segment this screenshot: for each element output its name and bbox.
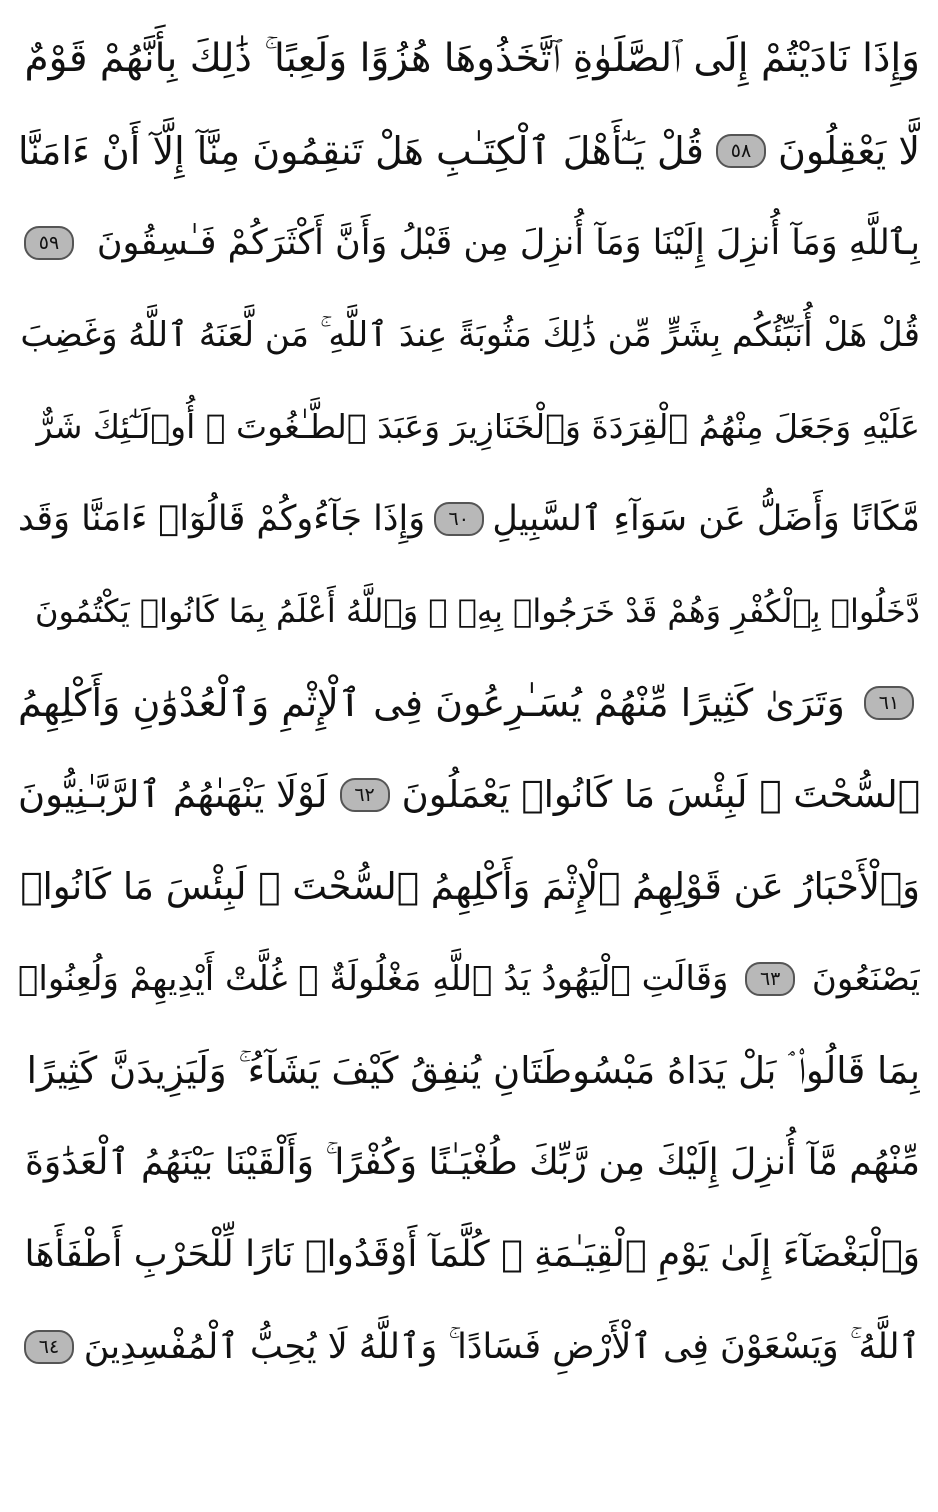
ayah-number-marker: ٦٠ xyxy=(434,502,484,536)
verse-line xyxy=(18,198,920,288)
verse-text: قُلْ يَـٰٓأَهْلَ ٱلْكِتَـٰبِ هَلْ تَنقِمُونَ مِنَّآ إِلَّآ أَنْ ءَامَنَّا xyxy=(18,129,704,173)
verse-line xyxy=(18,474,920,564)
verse-line xyxy=(18,750,920,840)
verse-text: وَقَالَتِ ٱلْيَهُودُ يَدُ ٱللَّهِ مَغْلُولَةٌ ۚ غُلَّتْ أَيْدِيهِمْ وَلُعِنُوا۟ xyxy=(18,959,729,999)
verse-line xyxy=(18,842,920,932)
verse-line xyxy=(18,290,920,380)
verse-text: وَٱلْأَحْبَارُ عَن قَوْلِهِمُ ٱلْإِثْمَ وَأَكْلِهِمُ ٱلسُّحْتَ ۚ لَبِئْسَ مَا كَانُوا۟ xyxy=(20,865,920,908)
verse-text: عَلَيْهِ وَجَعَلَ مِنْهُمُ ٱلْقِرَدَةَ وَٱلْخَنَازِيرَ وَعَبَدَ ٱلطَّـٰغُوتَ ۚ أُو۟لَـٰٓئِكَ شَرٌّ xyxy=(36,407,920,446)
verse-line xyxy=(18,658,920,748)
ayah-number-marker: ٥٩ xyxy=(24,226,74,260)
verse-line xyxy=(18,106,920,196)
verse-line xyxy=(18,934,920,1024)
ayah-number-marker: ٦١ xyxy=(864,686,914,720)
ayah-number-marker: ٦٤ xyxy=(24,1330,74,1364)
verse-text: ٱلسُّحْتَ ۚ لَبِئْسَ مَا كَانُوا۟ يَعْمَلُونَ xyxy=(401,773,920,816)
ayah-number-marker: ٦٢ xyxy=(340,778,390,812)
verse-line xyxy=(18,14,920,104)
ayah-number-marker: ٥٨ xyxy=(716,134,766,168)
verse-text: بِمَا قَالُوا۟ ۘ بَلْ يَدَاهُ مَبْسُوطَتَانِ يُنفِقُ كَيْفَ يَشَآءُ ۚ وَلَيَزِيدَنَّ كَثِيرًا xyxy=(26,1049,920,1092)
verse-text: بِٱللَّهِ وَمَآ أُنزِلَ إِلَيْنَا وَمَآ أُنزِلَ مِن قَبْلُ وَأَنَّ أَكْثَرَكُمْ فَـٰسِقُونَ xyxy=(96,223,920,263)
verse-text: مِّنْهُم مَّآ أُنزِلَ إِلَيْكَ مِن رَّبِّكَ طُغْيَـٰنًا وَكُفْرًا ۚ وَأَلْقَيْنَا بَيْنَهُمُ ٱلْعَدَٰوَةَ xyxy=(24,1142,920,1183)
verse-text: وَٱلْبَغْضَآءَ إِلَىٰ يَوْمِ ٱلْقِيَـٰمَةِ ۚ كُلَّمَآ أَوْقَدُوا۟ نَارًا لِّلْحَرْبِ أَطْفَأَهَا xyxy=(24,1234,920,1275)
verse-line xyxy=(18,1118,920,1208)
verse-line xyxy=(18,382,920,472)
verse-text: يَصْنَعُونَ xyxy=(811,959,920,999)
verse-line xyxy=(18,1026,920,1116)
ayah-number-marker: ٦٣ xyxy=(745,962,795,996)
verse-text: وَإِذَا نَادَيْتُمْ إِلَى ٱلصَّلَوٰةِ ٱتَّخَذُوهَا هُزُوًا وَلَعِبًا ۚ ذَٰلِكَ بِأَنَّهُمْ قَوْمٌ xyxy=(24,36,920,81)
verse-text: وَإِذَا جَآءُوكُمْ قَالُوٓا۟ ءَامَنَّا وَقَد xyxy=(18,499,426,539)
verse-line xyxy=(18,566,920,656)
verse-text: دَّخَلُوا۟ بِٱلْكُفْرِ وَهُمْ قَدْ خَرَجُوا۟ بِهِۦ ۚ وَٱللَّهُ أَعْلَمُ بِمَا كَانُوا۟ يَكْتُمُونَ xyxy=(34,592,920,630)
verse-line xyxy=(18,1210,920,1300)
verse-line xyxy=(18,1302,920,1392)
verse-text: وَتَرَىٰ كَثِيرًا مِّنْهُمْ يُسَـٰرِعُونَ فِى ٱلْإِثْمِ وَٱلْعُدْوَٰنِ وَأَكْلِهِمُ xyxy=(18,681,845,725)
verse-text: قُلْ هَلْ أُنَبِّئُكُم بِشَرٍّ مِّن ذَٰلِكَ مَثُوبَةً عِندَ ٱللَّهِ ۚ مَن لَّعَنَهُ ٱللَّهُ وَغَضِبَ xyxy=(20,315,920,355)
verse-text: مَّكَانًا وَأَضَلُّ عَن سَوَآءِ ٱلسَّبِيلِ xyxy=(492,499,920,539)
verse-text: لَّا يَعْقِلُونَ xyxy=(778,129,920,173)
verse-text: ٱللَّهُ ۚ وَيَسْعَوْنَ فِى ٱلْأَرْضِ فَسَادًا ۚ وَٱللَّهُ لَا يُحِبُّ ٱلْمُفْسِدِينَ xyxy=(83,1327,920,1367)
verse-text: لَوْلَا يَنْهَىٰهُمُ ٱلرَّبَّـٰنِيُّونَ xyxy=(18,773,328,816)
